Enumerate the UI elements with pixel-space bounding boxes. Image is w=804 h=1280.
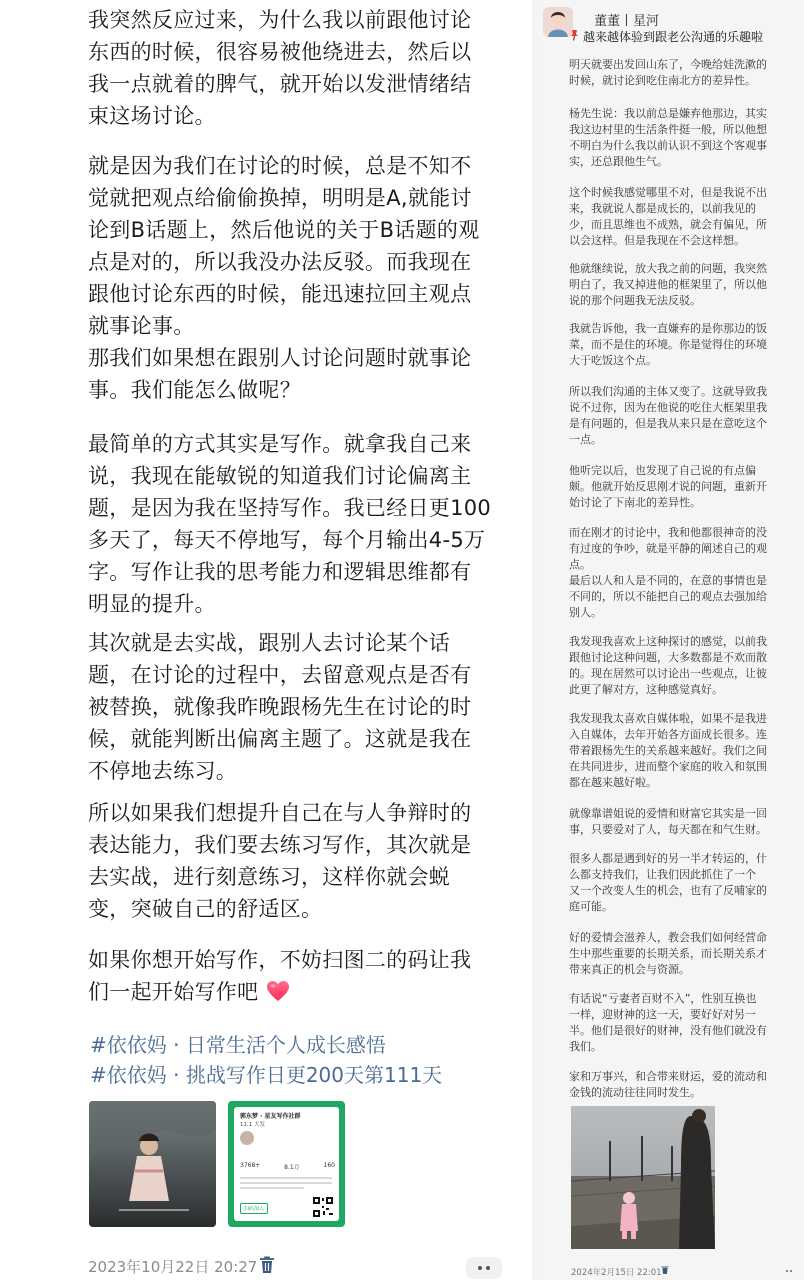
right-paragraph-11: 就像靠谱姐说的爱情和财富它其实是一回 事，只要爱对了人，每天都在和气生财。	[569, 807, 767, 836]
paragraph-7-wrap	[88, 944, 508, 1008]
more-dots-icon[interactable]	[466, 1257, 502, 1279]
poster-stat-2: 8.1万	[284, 1164, 300, 1171]
heart-emoji-icon	[266, 980, 290, 1002]
paragraph-7: 如果你想开始写作，不妨扫图二的码让我 们一起开始写作吧	[88, 948, 472, 1004]
poster-text-lines	[240, 1177, 332, 1193]
pin-icon	[569, 29, 580, 41]
paragraph-4: 最简单的方式其实是写作。就拿我自己来 说，我现在能敏锐的知道我们讨论偏离主 题，是因为我在坚持写作。我已经日更100 多天了，每天不停地写，每个月输出4-5万 字。写作让我的思考能力和逻辑思维都有 明显的提升。	[88, 432, 492, 616]
post-title: 越来越体验到跟老公沟通的乐趣啦	[583, 30, 764, 44]
qr-code-icon	[312, 1196, 334, 1218]
trash-icon[interactable]	[259, 1256, 275, 1274]
username[interactable]: 董董丨星河	[594, 14, 660, 29]
right-paragraph-9: 我发现我喜欢上这种探讨的感觉，以前我 跟他讨论这种问题，大多数都是不欢而散 的。现在居然可以讨论出一些观点，让彼 此更了解对方，这种感觉真好。	[569, 635, 767, 696]
topic-tag-1[interactable]: #依依妈 · 日常生活个人成长感悟	[90, 1033, 386, 1057]
right-paragraph-8: 而在刚才的讨论中，我和他都很神奇的没 有过度的争吵，就是平静的阐述自己的观 点。 最后以人和人是不同的，在意的事情也是 不同的，所以不能把自己的观点去强加给 别人。	[569, 526, 767, 619]
poster-join-button: 扫码加入	[240, 1203, 268, 1214]
paragraph-6: 所以如果我们想提升自己在与人争辩时的 表达能力，我们要去练习写作，其次就是 去实战，进行刻意练习，这样你就会蜕 变，突破自己的舒适区。	[88, 801, 472, 921]
right-paragraph-7: 他听完以后，也发现了自己说的有点偏 颇。他就开始反思刚才说的问题，重新开 始讨论了下南北的差异性。	[569, 464, 767, 509]
right-paragraph-3: 这个时候我感觉哪里不对，但是我说不出 来，我就说人都是成长的，以前我见的 少，而且思维也不成熟，就会有偏见，所 以会这样。但是我现在不会这样想。	[569, 186, 767, 247]
poster-title: 郭东梦 · 星友写作社群	[240, 1113, 301, 1120]
right-paragraph-10: 我发现我太喜欢自媒体啦，如果不是我进 入自媒体，去年开始各方面成长很多。连 带着跟杨先生的关系越来越好。我们之间 在共同进步，进而整个家庭的收入和氛围 都在越来越好啦。	[569, 712, 767, 789]
right-paragraph-13: 好的爱情会滋养人，教会我们如何经营命 生中那些重要的长期关系，而长期关系才 带来真正的机会与资源。	[569, 931, 767, 976]
topic-tag-2[interactable]: #依依妈 · 挑战写作日更200天第111天	[90, 1063, 443, 1087]
right-paragraph-2: 杨先生说：我以前总是嫌弃他那边，其实 我这边村里的生活条件挺一般，所以他想 不明白为什么我以前认识不到这个客观事 实，还总跟他生气。	[569, 107, 767, 168]
paragraph-1: 我突然反应过来，为什么我以前跟他讨论 东西的时候，很容易被他绕进去，然后以 我一点就着的脾气，就开始以发泄情绪结 束这场讨论。	[88, 8, 472, 128]
poster-avatar	[240, 1131, 254, 1145]
trash-icon[interactable]	[661, 1265, 669, 1275]
right-post-date: 2024年2月15日 22:01	[571, 1268, 662, 1278]
poster-stat-1: 3768+	[240, 1162, 261, 1169]
paragraph-3: 那我们如果想在跟别人讨论问题时就事论 事。我们能怎么做呢？	[88, 346, 472, 402]
more-dots-icon[interactable]	[781, 1266, 797, 1276]
right-post-screenshot	[532, 0, 804, 1280]
poster-stat-3: 160	[323, 1162, 335, 1169]
right-paragraph-12: 很多人都是遇到好的另一半才转运的，什 么都支持我们，让我们因此抓住了一个 又一个改变人生的机会，也有了反哺家的 庭可能。	[569, 852, 767, 913]
child-photo	[89, 1101, 216, 1227]
family-photo	[571, 1106, 715, 1249]
post-timestamp: 2023年10月22日 20:27	[88, 1258, 258, 1276]
right-paragraph-6: 所以我们沟通的主体又变了。这就导致我 说不过你，因为在他说的吃住大框架里我 是有问题的，但是我从来只是在意吃这个 一点。	[569, 385, 767, 446]
right-paragraph-1: 明天就要出发回山东了，今晚给娃洗漱的 时候，就讨论到吃住南北方的差异性。	[569, 58, 767, 87]
right-post-card	[537, 0, 804, 1280]
poster-subtitle: 11.1 大发	[240, 1122, 265, 1128]
paragraph-2: 就是因为我们在讨论的时候，总是不知不 觉就把观点给偷偷换掉，明明是A,就能讨 论到B话题上，然后他说的关于B话题的观 点是对的，所以我没办法反驳。而我现在 跟他讨论东西的时候，能迅速拉回主观点 就事论事。	[88, 154, 480, 338]
post-image-2-qr-poster[interactable]	[228, 1101, 345, 1227]
right-paragraph-14: 有话说“亏妻者百财不入”，性别互换也 一样，迎财神的这一天，要好好对另一 半。他们是很好的财神，没有他们就没有 我们。	[569, 992, 767, 1053]
right-paragraph-5: 我就告诉他，我一直嫌弃的是你那边的饭 菜，而不是住的环境。你是觉得住的环境 大于吃饭这个点。	[569, 322, 767, 367]
right-post-photo[interactable]	[571, 1106, 715, 1249]
right-paragraph-4: 他就继续说，放大我之前的问题，我突然 明白了，我又掉进他的框架里了，所以他 说的那个问题我无法反驳。	[569, 262, 767, 307]
paragraph-5: 其次就是去实战，跟别人去讨论某个话 题，在讨论的过程中，去留意观点是否有 被替换，就像我昨晚跟杨先生在讨论的时 候，就能判断出偏离主题了。这就是我在 不停地去练习。	[88, 631, 472, 783]
poster-stats	[240, 1162, 335, 1171]
poster-card	[234, 1107, 339, 1221]
right-paragraph-15: 家和万事兴，和合带来财运，爱的流动和 金钱的流动往往同时发生。	[569, 1070, 767, 1099]
post-image-1[interactable]	[89, 1101, 216, 1227]
